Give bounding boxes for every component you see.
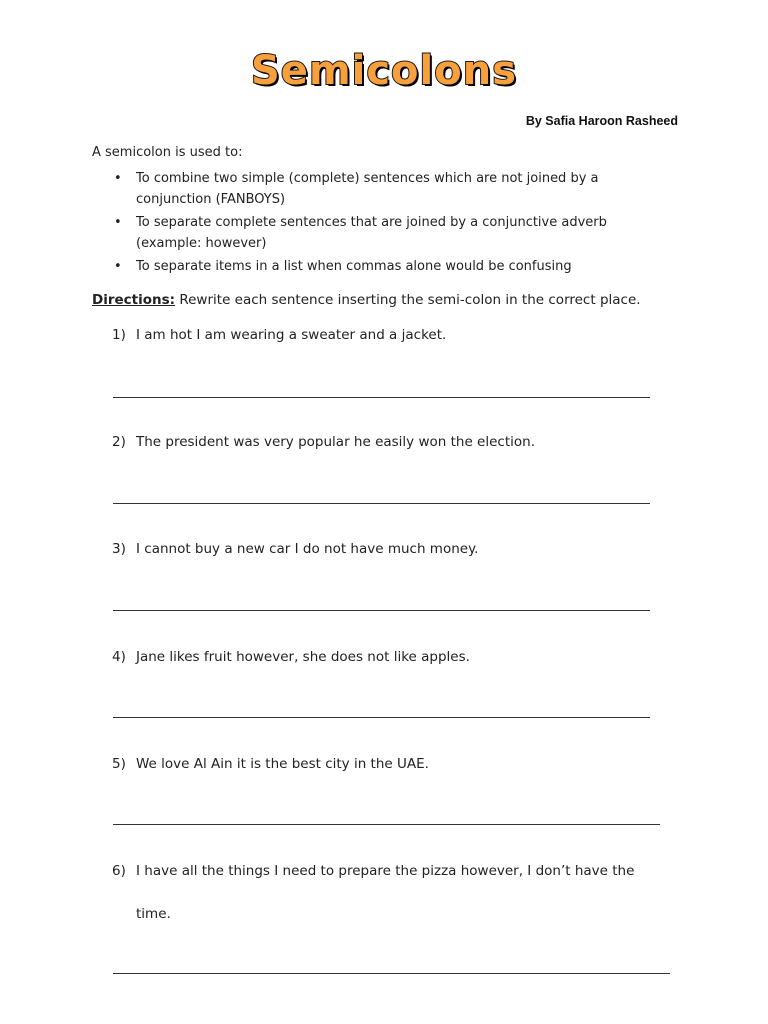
list-item: • To combine two simple (complete) sentences which are not joined by a conjunction (FANBOYS) — [136, 168, 666, 210]
question-number: 4) — [112, 649, 126, 665]
question-number: 3) — [112, 541, 126, 557]
question-text: The president was very popular he easily won the election. — [136, 434, 535, 450]
directions-text: Rewrite each sentence inserting the semi-colon in the correct place. — [175, 292, 641, 308]
question-text: I have all the things I need to prepare the pizza however, I don’t have the — [136, 863, 635, 879]
question-text: We love Al Ain it is the best city in the UAE. — [136, 756, 429, 772]
list-item: • To separate complete sentences that are joined by a conjunctive adverb (example: however) — [136, 212, 666, 254]
author-byline: By Safia Haroon Rasheed — [525, 114, 678, 128]
answer-line-2[interactable] — [113, 503, 650, 504]
question-number: 5) — [112, 756, 126, 772]
question-text: I cannot buy a new car I do not have much money. — [136, 541, 479, 557]
directions-label: Directions: — [92, 292, 176, 308]
question-5 — [112, 756, 429, 772]
answer-line-5[interactable] — [113, 824, 660, 825]
question-6 — [112, 863, 634, 879]
answer-line-6[interactable] — [113, 973, 670, 974]
answer-line-4[interactable] — [113, 717, 650, 718]
semicolon-uses-list — [92, 168, 666, 279]
question-number: 1) — [112, 327, 126, 343]
question-3 — [112, 541, 478, 557]
question-number: 2) — [112, 434, 126, 450]
answer-line-1[interactable] — [113, 397, 650, 398]
question-number: 6) — [112, 863, 126, 879]
question-1 — [112, 327, 446, 343]
question-2 — [112, 434, 535, 450]
question-4 — [112, 649, 470, 665]
list-item: • To separate items in a list when commas alone would be confusing — [136, 256, 666, 277]
question-text: Jane likes fruit however, she does not like apples. — [136, 649, 470, 665]
answer-line-3[interactable] — [113, 610, 650, 611]
question-6-continuation: time. — [136, 906, 171, 922]
question-text: I am hot I am wearing a sweater and a jacket. — [136, 327, 447, 343]
page-title: Semicolons — [251, 48, 517, 94]
directions — [92, 292, 641, 308]
intro-text: A semicolon is used to: — [92, 145, 243, 160]
